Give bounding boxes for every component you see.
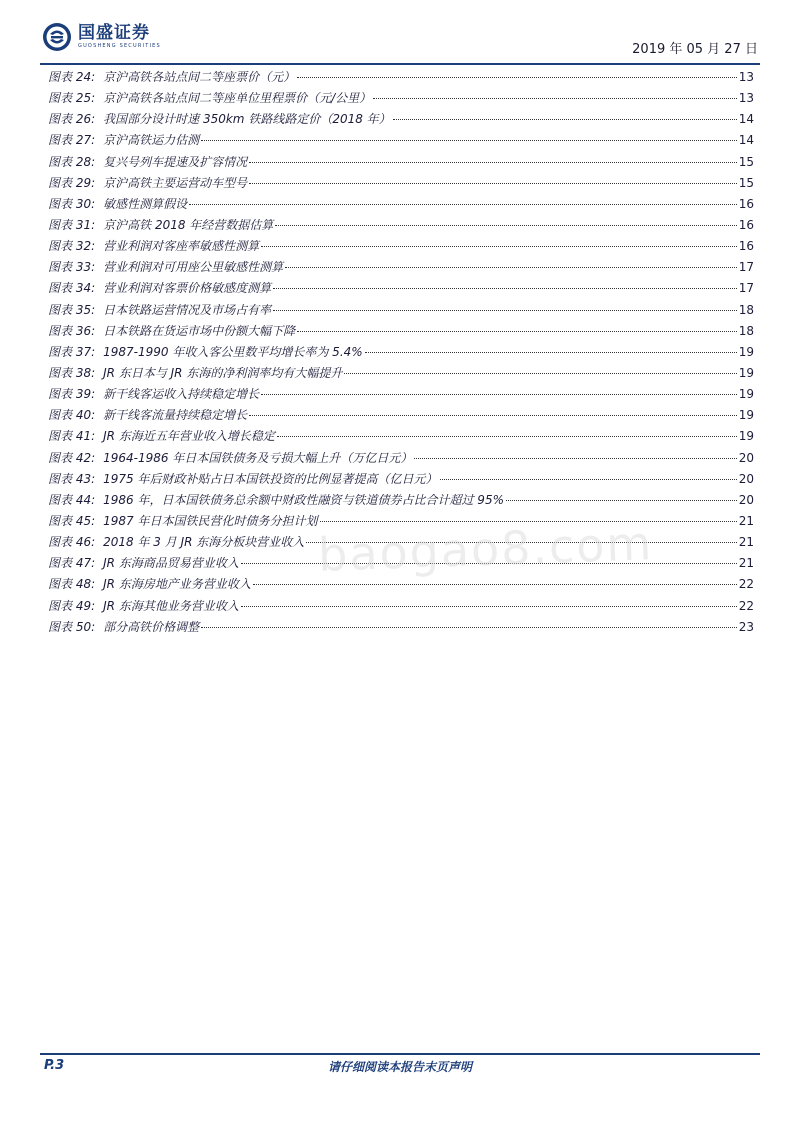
toc-entry[interactable] xyxy=(48,490,754,511)
toc-entry-page: 14 xyxy=(738,133,754,148)
toc-entry-page: 16 xyxy=(738,239,754,254)
toc-entry-number: 图表 38: xyxy=(48,365,96,380)
toc-entry-number: 图表 35: xyxy=(48,302,96,317)
toc-entry-title: JR 东海商品贸易营业收入 xyxy=(103,556,239,571)
toc-entry[interactable] xyxy=(48,67,754,88)
toc-entry[interactable] xyxy=(48,405,754,426)
toc-leader-dots xyxy=(261,245,737,247)
toc-leader-dots xyxy=(393,118,737,120)
toc-entry[interactable] xyxy=(48,469,754,490)
toc-entry[interactable] xyxy=(48,278,754,299)
toc-entry-number: 图表 39: xyxy=(48,387,96,402)
toc-entry-page: 13 xyxy=(738,91,754,106)
toc-entry[interactable] xyxy=(48,596,754,617)
toc-entry-number: 图表 31: xyxy=(48,217,96,232)
toc-leader-dots xyxy=(365,351,737,353)
toc-entry[interactable] xyxy=(48,130,754,151)
toc-entry-number: 图表 44: xyxy=(48,492,96,507)
toc-leader-dots xyxy=(344,372,736,374)
toc-entry-title: 复兴号列车提速及扩容情况 xyxy=(103,154,248,169)
toc-entry-title: 1975 年后财政补贴占日本国铁投资的比例显著提高（亿日元） xyxy=(103,471,438,486)
toc-leader-dots xyxy=(241,605,737,607)
toc-entry-page: 22 xyxy=(738,577,754,592)
toc-entry-page: 17 xyxy=(738,260,754,275)
toc-leader-dots xyxy=(440,478,737,480)
toc-entry-number: 图表 37: xyxy=(48,344,96,359)
toc-entry[interactable] xyxy=(48,88,754,109)
toc-entry-number: 图表 33: xyxy=(48,260,96,275)
toc-entry-page: 21 xyxy=(738,535,754,550)
toc-entry-page: 19 xyxy=(738,387,754,402)
toc-leader-dots xyxy=(201,139,737,141)
toc-entry-title: 营业利润对客票价格敏感度测算 xyxy=(103,281,272,296)
toc-entry-number: 图表 34: xyxy=(48,281,96,296)
toc-entry-title: 1986 年，日本国铁债务总余额中财政性融资与铁道债券占比合计超过 95% xyxy=(103,492,504,507)
toc-entry-page: 13 xyxy=(738,70,754,84)
toc-entry-title: 1987-1990 年收入客公里数平均增长率为 5.4% xyxy=(103,344,363,359)
toc-leader-dots xyxy=(201,626,737,628)
toc-entry-page: 21 xyxy=(738,556,754,571)
toc-entry-number: 图表 36: xyxy=(48,323,96,338)
toc-entry-page: 19 xyxy=(738,344,754,359)
toc-leader-dots xyxy=(297,330,737,332)
header-rule xyxy=(40,63,760,65)
toc-entry-page: 20 xyxy=(738,492,754,507)
toc-entry-number: 图表 45: xyxy=(48,513,96,528)
toc-entry-page: 21 xyxy=(738,513,754,528)
toc-entry-page: 14 xyxy=(738,112,754,127)
toc-entry[interactable] xyxy=(48,257,754,278)
toc-entry-title: 1987 年日本国铁民营化时债务分担计划 xyxy=(103,513,318,528)
toc-entry-page: 18 xyxy=(738,323,754,338)
toc-entry-title: JR 东日本与 JR 东海的净利润率均有大幅提升 xyxy=(103,365,343,380)
page-number: P.3 xyxy=(44,1058,65,1073)
toc-entry[interactable] xyxy=(48,300,754,321)
toc-entry-title: 营业利润对客座率敏感性测算 xyxy=(103,239,260,254)
toc-entry-number: 图表 48: xyxy=(48,577,96,592)
toc-entry[interactable] xyxy=(48,448,754,469)
toc-entry-title: 京沪高铁各站点间二等座单位里程票价（元/公里） xyxy=(103,91,372,106)
toc-entry-number: 图表 47: xyxy=(48,556,96,571)
toc-entry-title: 京沪高铁各站点间二等座票价（元） xyxy=(103,70,296,84)
toc-entry-title: 1964-1986 年日本国铁债务及亏损大幅上升（万亿日元） xyxy=(103,450,413,465)
disclaimer-note: 请仔细阅读本报告末页声明 xyxy=(327,1060,472,1074)
toc-entry[interactable] xyxy=(48,152,754,173)
toc-leader-dots xyxy=(275,224,736,226)
toc-entry[interactable] xyxy=(48,342,754,363)
toc-entry-number: 图表 50: xyxy=(48,619,96,634)
toc-entry-title: 京沪高铁 2018 年经营数据估算 xyxy=(103,217,274,232)
toc-entry-title: JR 东海房地产业务营业收入 xyxy=(103,577,251,592)
toc-entry-page: 16 xyxy=(738,217,754,232)
page-header xyxy=(40,22,760,60)
toc-entry-title: 京沪高铁运力估测 xyxy=(103,133,200,148)
toc-leader-dots xyxy=(506,499,737,501)
toc-leader-dots xyxy=(249,182,737,184)
toc-entry-title: JR 东海近五年营业收入增长稳定 xyxy=(103,429,275,444)
toc-entry-page: 16 xyxy=(738,196,754,211)
toc-entry-number: 图表 28: xyxy=(48,154,96,169)
toc-entry-page: 15 xyxy=(738,154,754,169)
toc-entry-title: 2018 年 3 月 JR 东海分板块营业收入 xyxy=(103,535,305,550)
toc-entry[interactable] xyxy=(48,426,754,447)
watermark: baogao8.com xyxy=(317,516,655,582)
toc-entry-title: 营业利润对可用座公里敏感性测算 xyxy=(103,260,284,275)
brand-name-en: GUOSHENG SECURITIES xyxy=(78,43,161,49)
toc-entry-title: 日本铁路运营情况及市场占有率 xyxy=(103,302,272,317)
toc-leader-dots xyxy=(285,266,737,268)
toc-entry-title: 我国部分设计时速 350km 铁路线路定价（2018 年） xyxy=(103,112,391,127)
toc-entry[interactable] xyxy=(48,236,754,257)
toc-entry-title: 敏感性测算假设 xyxy=(103,196,188,211)
toc-entry-page: 19 xyxy=(738,408,754,423)
toc-entry-page: 18 xyxy=(738,302,754,317)
toc-entry-page: 19 xyxy=(738,365,754,380)
toc-entry-title: 新干线客运收入持续稳定增长 xyxy=(103,387,260,402)
toc-entry-title: 京沪高铁主要运营动车型号 xyxy=(103,175,248,190)
toc-entry-title: 新干线客流量持续稳定增长 xyxy=(103,408,248,423)
toc-entry-title: 部分高铁价格调整 xyxy=(103,619,200,634)
toc-leader-dots xyxy=(273,309,737,311)
toc-leader-dots xyxy=(249,414,737,416)
footer-rule xyxy=(40,1053,760,1055)
toc-entry[interactable] xyxy=(48,194,754,215)
toc-entry-page: 20 xyxy=(738,471,754,486)
toc-entry-number: 图表 41: xyxy=(48,429,96,444)
toc-entry-number: 图表 49: xyxy=(48,598,96,613)
toc-entry-number: 图表 46: xyxy=(48,535,96,550)
toc-entry-title: JR 东海其他业务营业收入 xyxy=(103,598,239,613)
toc-entry-number: 图表 29: xyxy=(48,175,96,190)
toc-entry-number: 图表 27: xyxy=(48,133,96,148)
toc-leader-dots xyxy=(277,435,737,437)
toc-entry-number: 图表 30: xyxy=(48,196,96,211)
toc-entry-page: 20 xyxy=(738,450,754,465)
toc-entry-number: 图表 40: xyxy=(48,408,96,423)
toc-entry[interactable] xyxy=(48,384,754,405)
toc-leader-dots xyxy=(414,457,736,459)
brand-name-cn: 国盛证券 xyxy=(78,23,150,43)
toc-entry[interactable] xyxy=(48,109,754,130)
toc-leader-dots xyxy=(261,393,737,395)
toc-entry-number: 图表 43: xyxy=(48,471,96,486)
report-date: 2019 年 05 月 27 日 xyxy=(632,42,758,57)
toc-leader-dots xyxy=(189,203,737,205)
brand-logo xyxy=(42,22,161,52)
toc-leader-dots xyxy=(253,583,737,585)
toc-leader-dots xyxy=(373,97,737,99)
toc-leader-dots xyxy=(273,287,737,289)
toc-entry-number: 图表 42: xyxy=(48,450,96,465)
toc-leader-dots xyxy=(249,161,737,163)
toc-entry-page: 22 xyxy=(738,598,754,613)
toc-entry-number: 图表 25: xyxy=(48,91,96,106)
toc-entry-number: 图表 32: xyxy=(48,239,96,254)
toc-entry[interactable] xyxy=(48,173,754,194)
toc-entry-page: 15 xyxy=(738,175,754,190)
toc-entry-number: 图表 26: xyxy=(48,112,96,127)
toc-entry-page: 23 xyxy=(738,619,754,634)
brand-logo-icon xyxy=(42,22,72,52)
toc-entry[interactable] xyxy=(48,215,754,236)
toc-entry[interactable] xyxy=(48,363,754,384)
toc-entry-number: 图表 24: xyxy=(48,70,96,84)
toc-entry-title: 日本铁路在货运市场中份额大幅下降 xyxy=(103,323,296,338)
toc-entry-page: 17 xyxy=(738,281,754,296)
toc-entry[interactable] xyxy=(48,617,754,638)
toc-entry-page: 19 xyxy=(738,429,754,444)
toc-entry[interactable] xyxy=(48,321,754,342)
toc-leader-dots xyxy=(297,76,737,78)
